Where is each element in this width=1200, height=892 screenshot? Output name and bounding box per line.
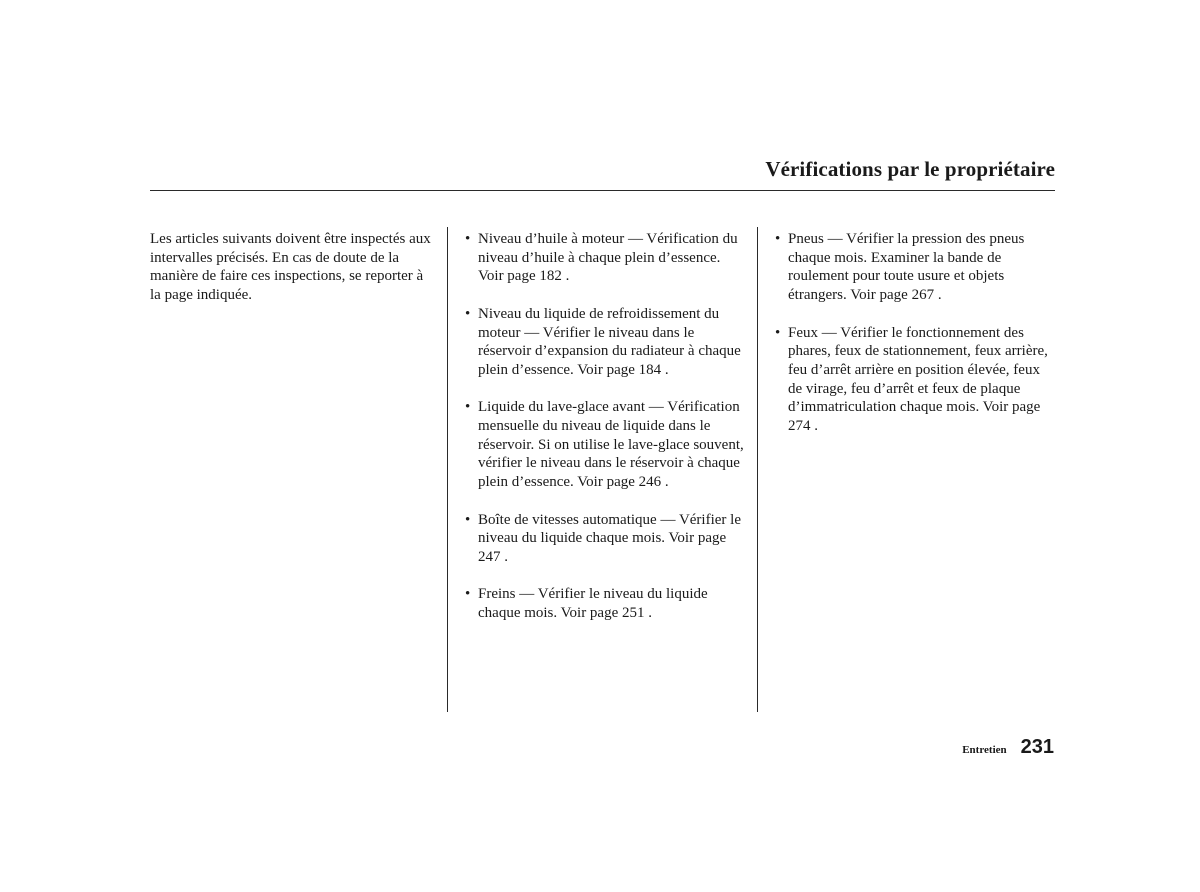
list-item-text: Liquide du lave-glace avant — Vérification mensuelle du niveau de liquide dans le réservoir. Si on utilise le lave-glace souvent, vérifier le niveau dans le réservoir à chaque plein d’essence. Voir page 246 . [478, 399, 744, 491]
right-column [775, 230, 1055, 454]
list-item-lights [775, 324, 1055, 436]
list-item-tires [775, 230, 1055, 305]
bullet-dot-icon: • [465, 399, 471, 416]
column-divider-right [757, 227, 758, 712]
intro-paragraph: Les articles suivants doivent être inspectés aux intervalles précisés. En cas de doute de la manière de faire ces inspections, se reporter à la page indiquée. [150, 231, 431, 304]
list-item-text: Freins — Vérifier le niveau du liquide chaque mois. Voir page 251 . [478, 586, 708, 621]
list-item-engine-oil [465, 230, 747, 286]
list-item-brakes [465, 585, 747, 622]
list-item-automatic-transmission [465, 511, 747, 567]
title-rule [150, 190, 1055, 191]
list-item-coolant [465, 305, 747, 380]
bullet-dot-icon: • [465, 231, 471, 247]
footer-section-label: Entretien [962, 744, 1007, 756]
list-item-text: Niveau d’huile à moteur — Vérification du niveau d’huile à chaque plein d’essence. Voir page 182 . [478, 231, 738, 285]
bullet-dot-icon: • [775, 324, 781, 341]
list-item-text: Feux — Vérifier le fonctionnement des phares, feux de stationnement, feux arrière, feu d’arrêt arrière en position élevée, feux de virage, feu d’arrêt et feux de plaque d’immatriculation chaque mois. Voir page 274 . [788, 324, 1048, 435]
list-item-text: Niveau du liquide de refroidissement du moteur — Vérifier le niveau dans le réservoir d’expansion du radiateur à chaque plein d’essence. Voir page 184 . [478, 305, 741, 378]
intro-column [150, 230, 437, 305]
page-footer [962, 736, 1054, 759]
middle-column [465, 230, 747, 641]
list-item-washer-fluid [465, 398, 747, 492]
list-item-text: Pneus — Vérifier la pression des pneus chaque mois. Examiner la bande de roulement pour toute usure et objets étrangers. Voir page 267 . [788, 231, 1025, 304]
list-item-text: Boîte de vitesses automatique — Vérifier le niveau du liquide chaque mois. Voir page 247 . [478, 511, 741, 565]
bullet-dot-icon: • [465, 511, 471, 528]
right-bullet-list [775, 230, 1055, 436]
column-divider-left [447, 227, 448, 712]
page-title: Vérifications par le propriétaire [765, 157, 1055, 181]
middle-bullet-list [465, 230, 747, 623]
bullet-dot-icon: • [775, 231, 781, 247]
bullet-dot-icon: • [465, 305, 471, 322]
bullet-dot-icon: • [465, 586, 471, 603]
page-number: 231 [1020, 736, 1054, 758]
